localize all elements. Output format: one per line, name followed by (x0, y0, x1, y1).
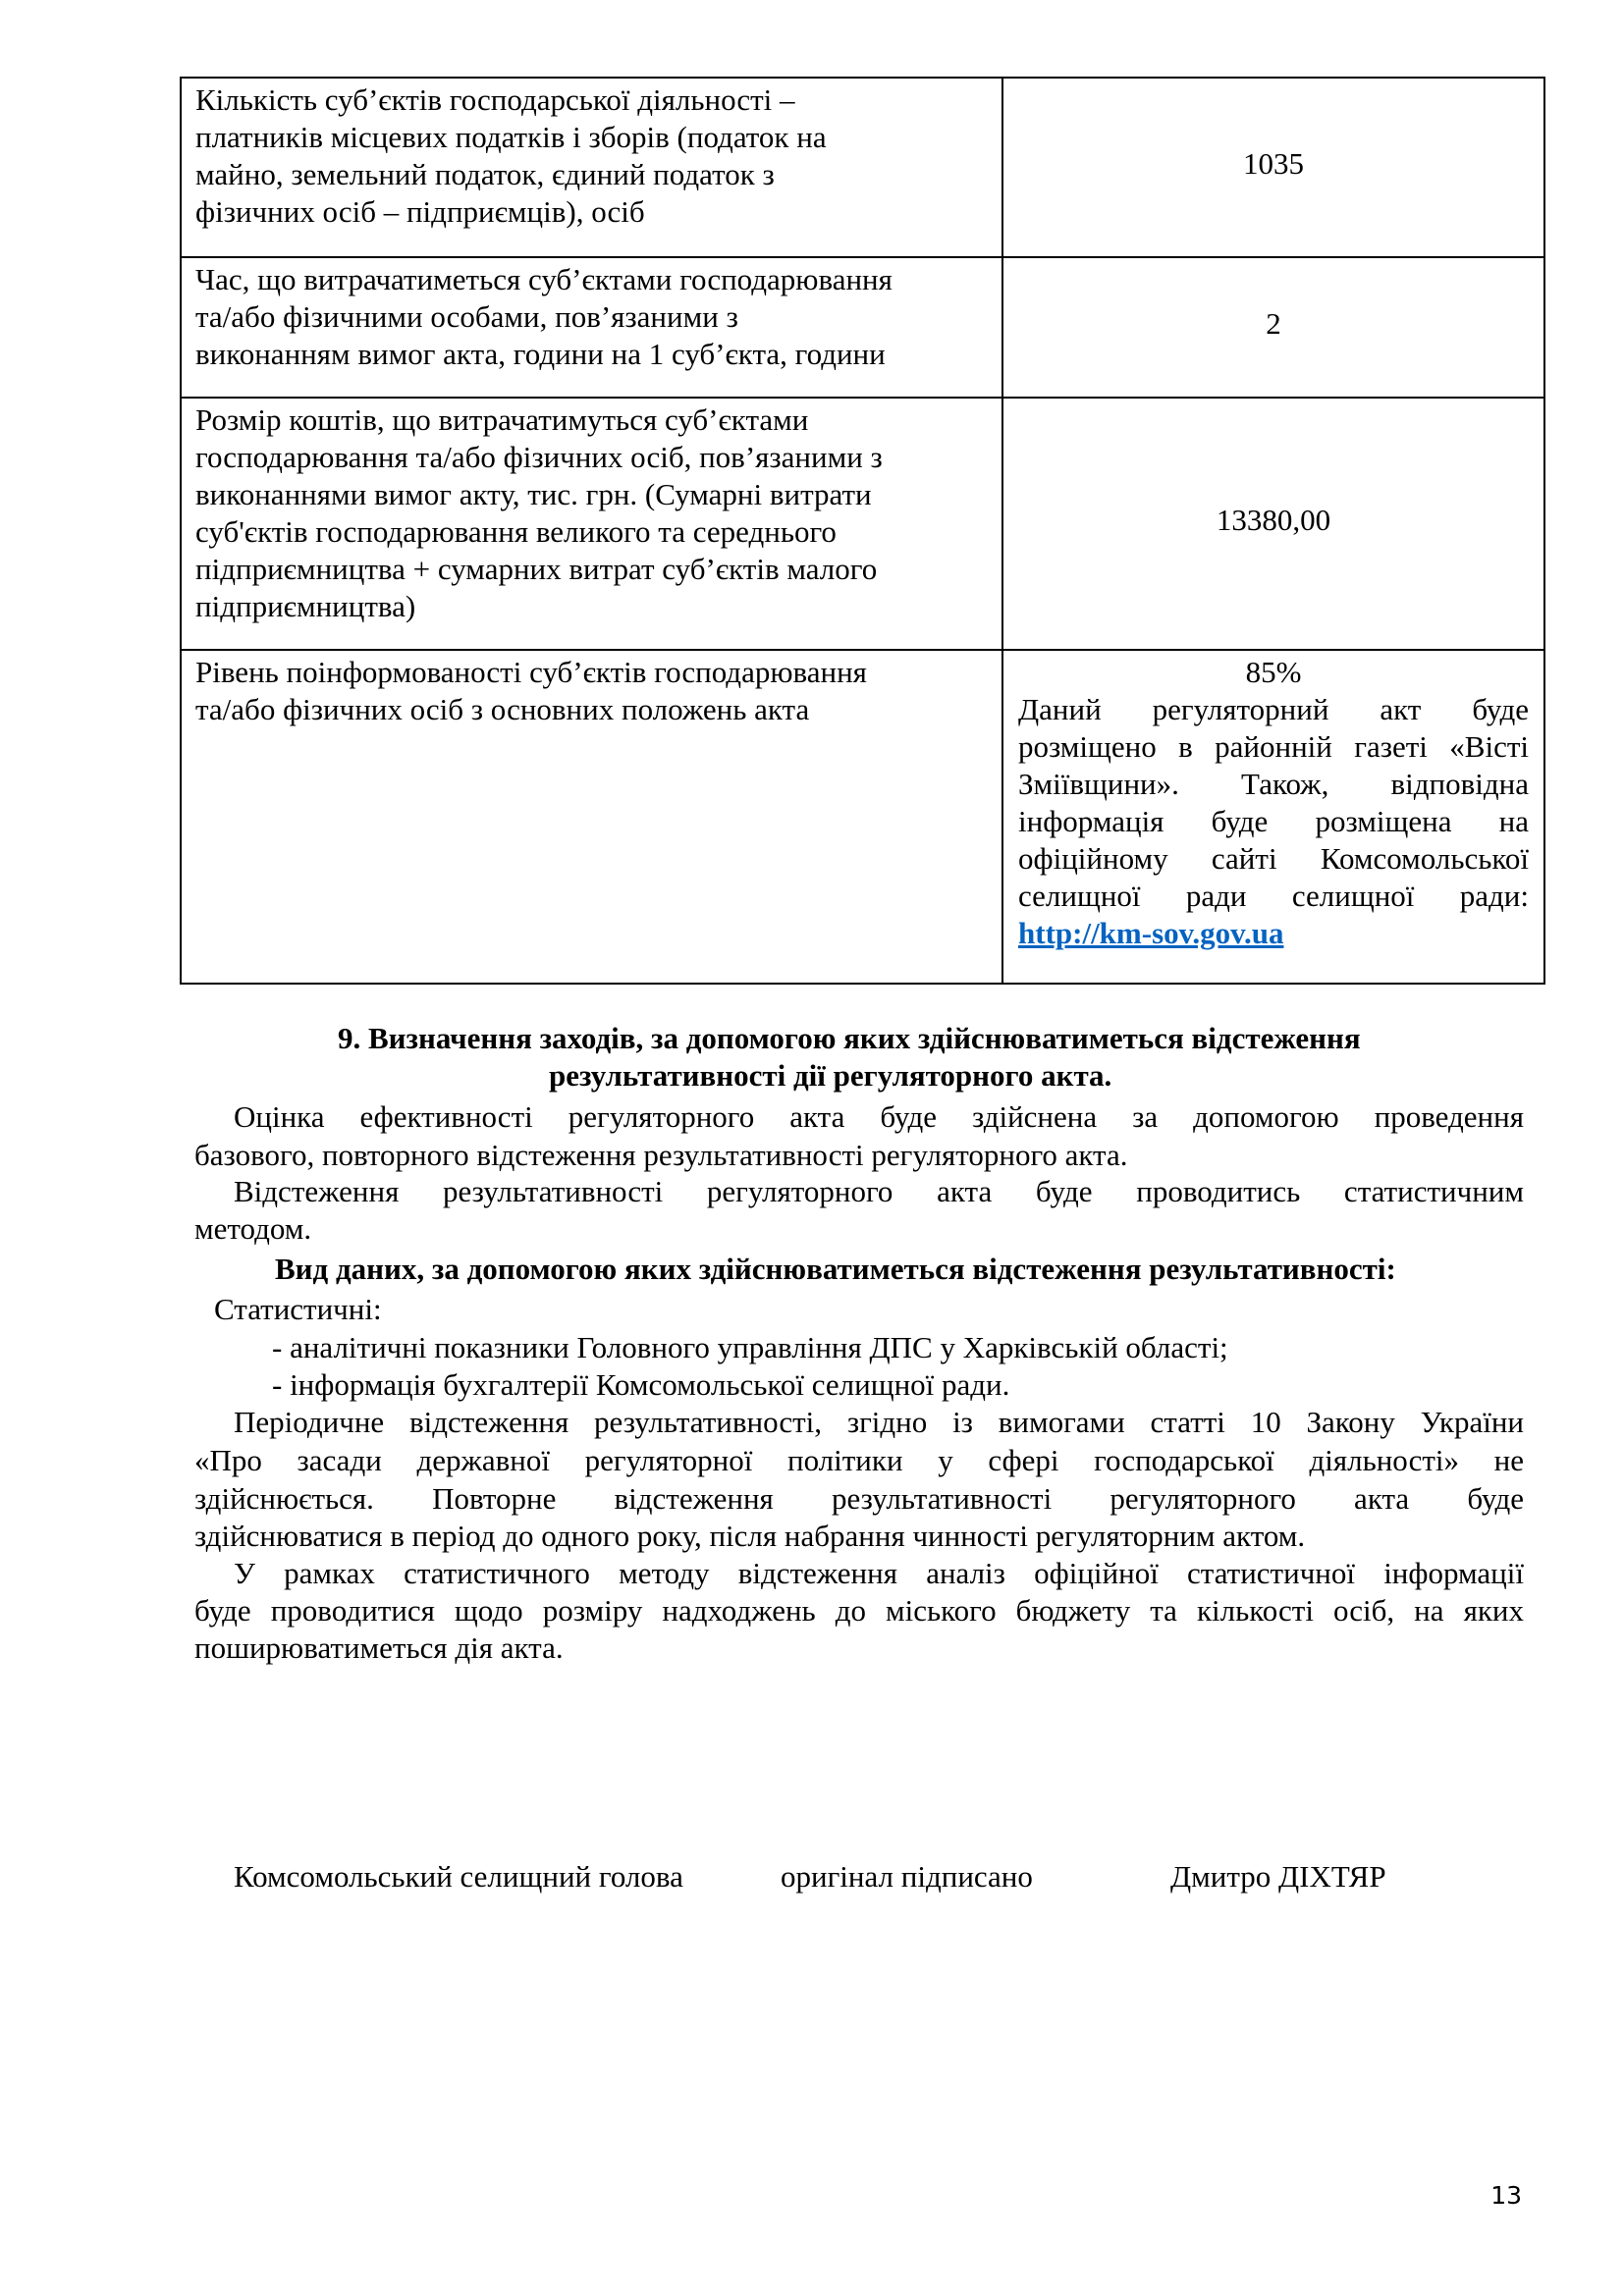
row-label-line: та/або фізичних осіб з основних положень акта (195, 692, 810, 726)
row-label-line: Розмір коштів, що витрачатимуться суб’єктами (195, 402, 809, 437)
table-row (181, 650, 1544, 984)
table-row (181, 78, 1544, 257)
row-label-line: суб'єктів господарювання великого та середнього (195, 514, 837, 549)
row-value-text: 2 (1266, 306, 1281, 341)
row-label-line: Рівень поінформованості суб’єктів господарювання (195, 655, 867, 689)
row-label-line: підприємництва + сумарних витрат суб’єктів малого (195, 552, 878, 586)
row-label-line: Кількість суб’єктів господарської діяльності – (195, 82, 795, 117)
row-label-line: Час, що витрачатиметься суб’єктами господарювання (195, 262, 893, 296)
publication-note (1017, 691, 1530, 952)
paragraph-line: методом. (194, 1211, 312, 1246)
row-value (1002, 398, 1544, 650)
row-value (1002, 78, 1544, 257)
list-item: - аналітичні показники Головного управління ДПС у Харківській області; (272, 1330, 1228, 1364)
row-label-line: платників місцевих податків і зборів (податок на (195, 120, 827, 154)
indicators-table (180, 77, 1545, 985)
paragraph-line: У рамках статистичного методу відстеження аналіз офіційної статистичної інформації (234, 1556, 1524, 1590)
paragraph-line: базового, повторного відстеження результативності регуляторного акта. (194, 1138, 1128, 1172)
signatory-position: Комсомольський селищний голова (234, 1859, 683, 1894)
paragraph-line: здійснюється. Повторне відстеження результативності регуляторного акта буде (194, 1481, 1524, 1516)
paragraph-line: Відстеження результативності регуляторного акта буде проводитись статистичним (234, 1174, 1524, 1208)
data-type-heading: Вид даних, за допомогою яких здійснюватиметься відстеження результативності: (275, 1252, 1396, 1286)
row-label-line: майно, земельний податок, єдиний податок з (195, 157, 775, 191)
page-number: 13 (1490, 2181, 1522, 2210)
row-value-text: 13380,00 (1216, 503, 1331, 537)
row-label-line: підприємництва) (195, 589, 416, 623)
row-label-line: фізичних осіб – підприємців), осіб (195, 194, 645, 229)
paragraph-line: Оцінка ефективності регуляторного акта буде здійснена за допомогою проведення (234, 1099, 1524, 1134)
row-value-text: 1035 (1243, 146, 1304, 181)
row-value (1002, 257, 1544, 398)
row-label-line: та/або фізичними особами, пов’язаними з (195, 299, 738, 334)
paragraph-line: буде проводитися щодо розміру надходжень до міського бюджету та кількості осіб, на яких (194, 1593, 1524, 1628)
section-heading: 9. Визначення заходів, за допомогою яких здійснюватиметься відстеження (338, 1021, 1361, 1055)
table-row (181, 398, 1544, 650)
paragraph-line: здійснюватися в період до одного року, після набрання чинності регуляторним актом. (194, 1519, 1306, 1553)
row-value (1002, 650, 1544, 984)
list-intro: Статистичні: (214, 1292, 382, 1326)
row-label-line: виконаннями вимог акту, тис. грн. (Сумарні витрати (195, 477, 872, 511)
row-value-text: 85% (1245, 655, 1302, 689)
table-row (181, 257, 1544, 398)
row-label (181, 650, 1002, 984)
row-label-line: господарювання та/або фізичних осіб, пов’язаними з (195, 440, 883, 474)
section-heading-continued: результативності дії регуляторного акта. (549, 1058, 1112, 1093)
row-label (181, 78, 1002, 257)
row-label (181, 398, 1002, 650)
list-item: - інформація бухгалтерії Комсомольської селищної ради. (272, 1367, 1010, 1402)
row-label-line: виконанням вимог акта, години на 1 суб’єкта, години (195, 337, 886, 371)
signatory-name: Дмитро ДІХТЯР (1170, 1859, 1386, 1894)
paragraph-line: «Про засади державної регуляторної політики у сфері господарської діяльності» не (194, 1443, 1524, 1477)
publication-note-text: Даний регуляторний акт буде розміщено в районній газеті «Вісті Зміївщини». Також, відповідна інформація буде розміщена на офіційному сайті Комсомольської селищної ради селищної ради: (1018, 692, 1529, 913)
paragraph-line: поширюватиметься дія акта. (194, 1630, 564, 1665)
signature-status: оригінал підписано (781, 1859, 1033, 1894)
row-label (181, 257, 1002, 398)
paragraph-line: Періодичне відстеження результативності, згідно із вимогами статті 10 Закону України (234, 1405, 1524, 1439)
website-link[interactable]: http://km-sov.gov.ua (1018, 916, 1284, 950)
